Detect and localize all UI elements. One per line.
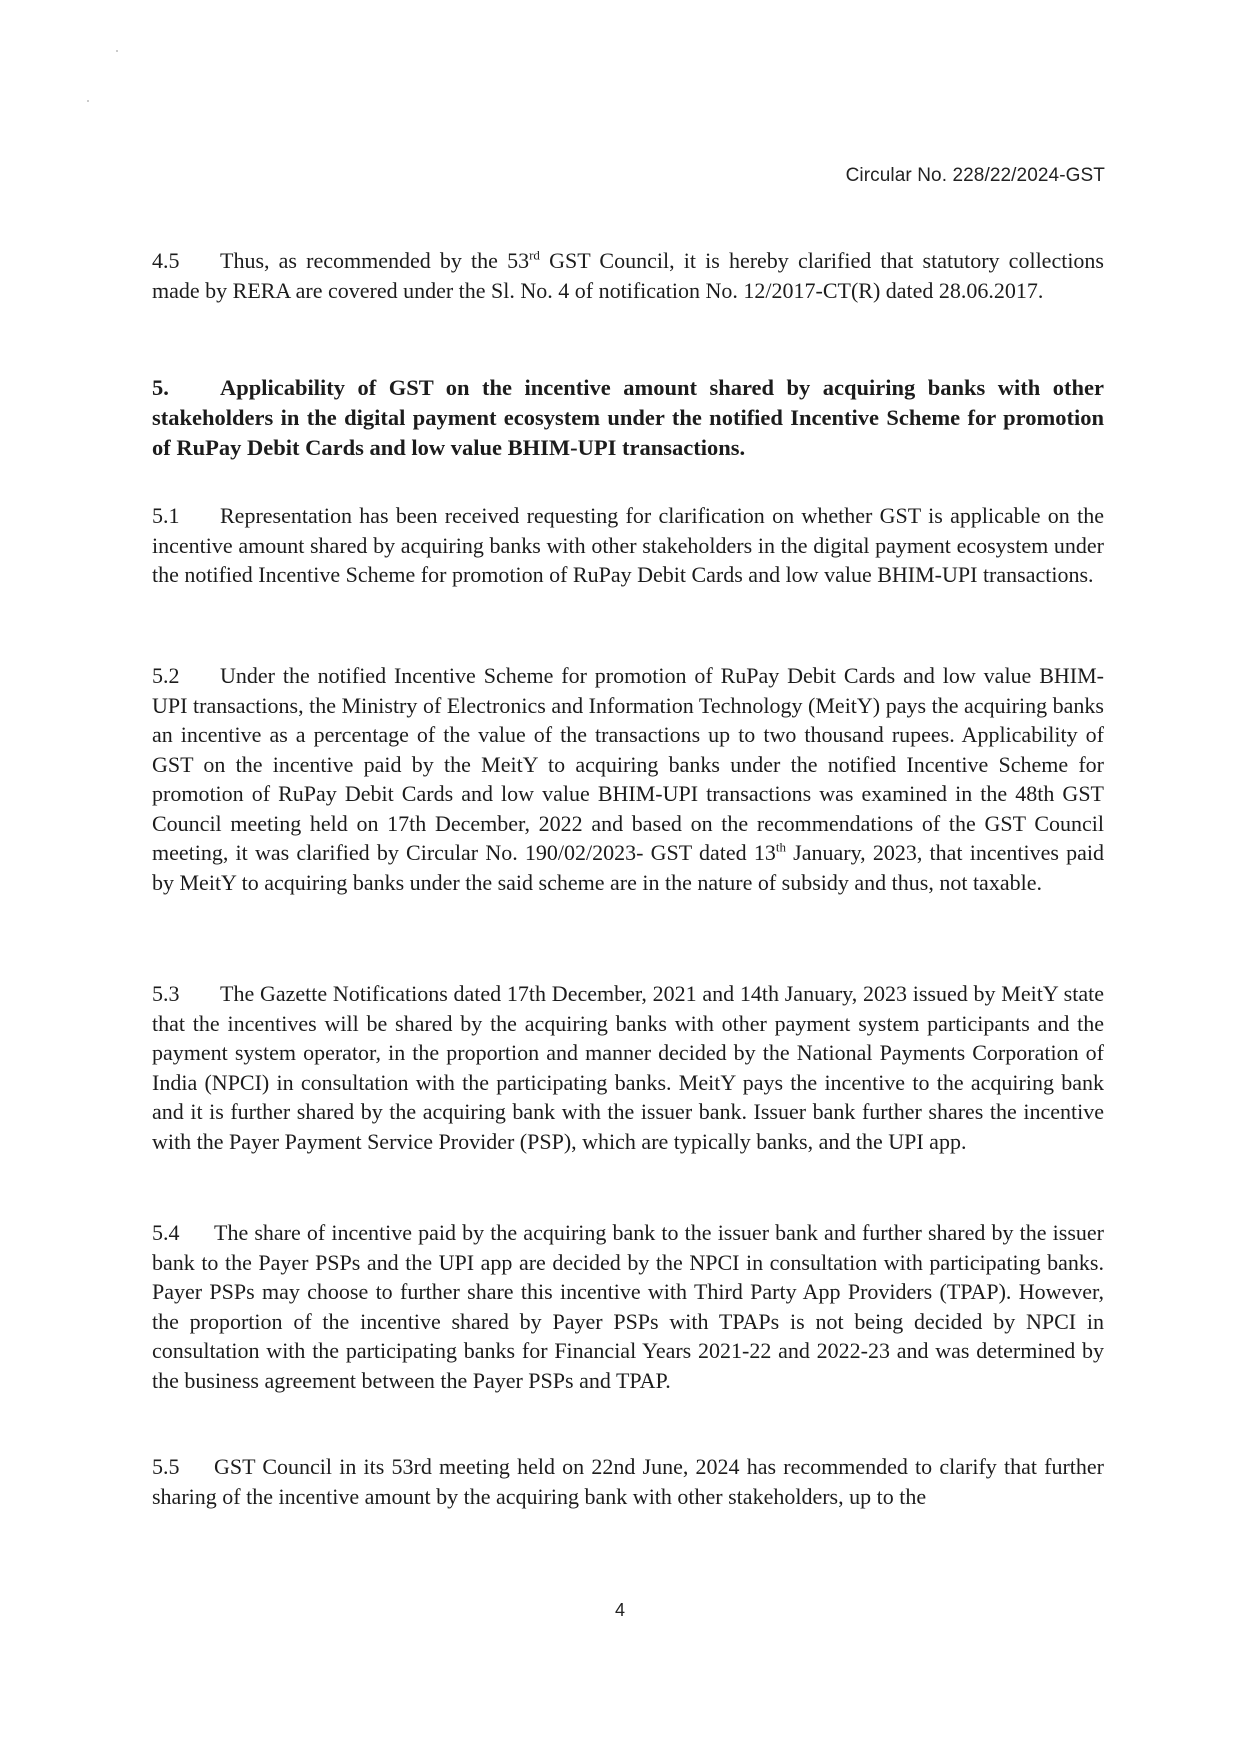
section-heading-5 (152, 373, 1104, 463)
section-number: 5. (152, 375, 169, 400)
paragraph-5-3 (152, 979, 1104, 1156)
page-number: 4 (614, 1600, 625, 1620)
superscript: rd (529, 247, 540, 263)
circular-number: Circular No. 228/22/2024-GST (845, 165, 1105, 186)
paragraph-5-5 (152, 1452, 1104, 1511)
paragraph-text: GST Council, it is hereby clarified that statutory collections made by RERA are covered under the Sl. No. 4 of notification No. 12/2017-CT(R) dated 28.06.2017. (152, 248, 1104, 303)
paragraph-number: 5.2 (152, 663, 180, 688)
paragraph-number: 5.3 (152, 981, 180, 1006)
scan-speck (116, 50, 118, 52)
paragraph-text: The Gazette Notifications dated 17th December, 2021 and 14th January, 2023 issued by MeitY state that the incentives will be shared by the acquiring banks with other payment system participants and the payment system operator, in the proportion and manner decided by the National Payments Corporation of India (NPCI) in consultation with the participating banks. MeitY pays the incentive to the acquiring bank and it is further shared by the acquiring bank with the issuer bank. Issuer bank further shares the incentive with the Payer Payment Service Provider (PSP), which are typically banks, and the UPI app. (152, 981, 1104, 1154)
paragraph-text: The share of incentive paid by the acquiring bank to the issuer bank and further shared by the issuer bank to the Payer PSPs and the UPI app are decided by the NPCI in consultation with participating banks. Payer PSPs may choose to further share this incentive with Third Party App Providers (TPAP). However, the proportion of the incentive shared by Payer PSPs with TPAPs is not being decided by NPCI in consultation with the participating banks for Financial Years 2021-22 and 2022-23 and was determined by the business agreement between the Payer PSPs and TPAP. (152, 1220, 1104, 1393)
paragraph-5-4 (152, 1218, 1104, 1395)
paragraph-text: Thus, as recommended by the 53 (220, 248, 530, 273)
superscript: th (775, 839, 786, 855)
paragraph-5-2 (152, 661, 1104, 897)
scan-speck (87, 100, 89, 102)
paragraph-text: GST Council in its 53rd meeting held on 22nd June, 2024 has recommended to clarify that further sharing of the incentive amount by the acquiring bank with other stakeholders, up to the (152, 1454, 1104, 1509)
paragraph-number: 5.4 (152, 1220, 180, 1245)
paragraph-text: Representation has been received requesting for clarification on whether GST is applicable on the incentive amount shared by acquiring banks with other stakeholders in the digital payment ecosystem under the notified Incentive Scheme for promotion of RuPay Debit Cards and low value BHIM-UPI transactions. (152, 503, 1104, 587)
paragraph-4-5 (152, 246, 1104, 305)
paragraph-number: 5.1 (152, 503, 180, 528)
paragraph-text: January, 2023, that incentives paid by MeitY to acquiring banks under the said scheme are in the nature of subsidy and thus, not taxable. (152, 840, 1105, 895)
paragraph-text: Under the notified Incentive Scheme for promotion of RuPay Debit Cards and low value BHIM-UPI transactions, the Ministry of Electronics and Information Technology (MeitY) pays the acquiring banks an incentive as a percentage of the value of the transactions up to two thousand rupees. Applicability of GST on the incentive paid by the MeitY to acquiring banks under the notified Incentive Scheme for promotion of RuPay Debit Cards and low value BHIM-UPI transactions was examined in the 48th GST Council meeting held on 17th December, 2022 and based on the recommendations of the GST Council meeting, it was clarified by Circular No. 190/02/2023- GST dated 13 (152, 663, 1104, 865)
paragraph-5-1 (152, 501, 1104, 590)
paragraph-number: 4.5 (152, 248, 180, 273)
section-heading-text: Applicability of GST on the incentive amount shared by acquiring banks with other stakeholders in the digital payment ecosystem under the notified Incentive Scheme for promotion of RuPay Debit Cards and low value BHIM-UPI transactions. (152, 375, 1104, 460)
paragraph-number: 5.5 (152, 1454, 180, 1479)
